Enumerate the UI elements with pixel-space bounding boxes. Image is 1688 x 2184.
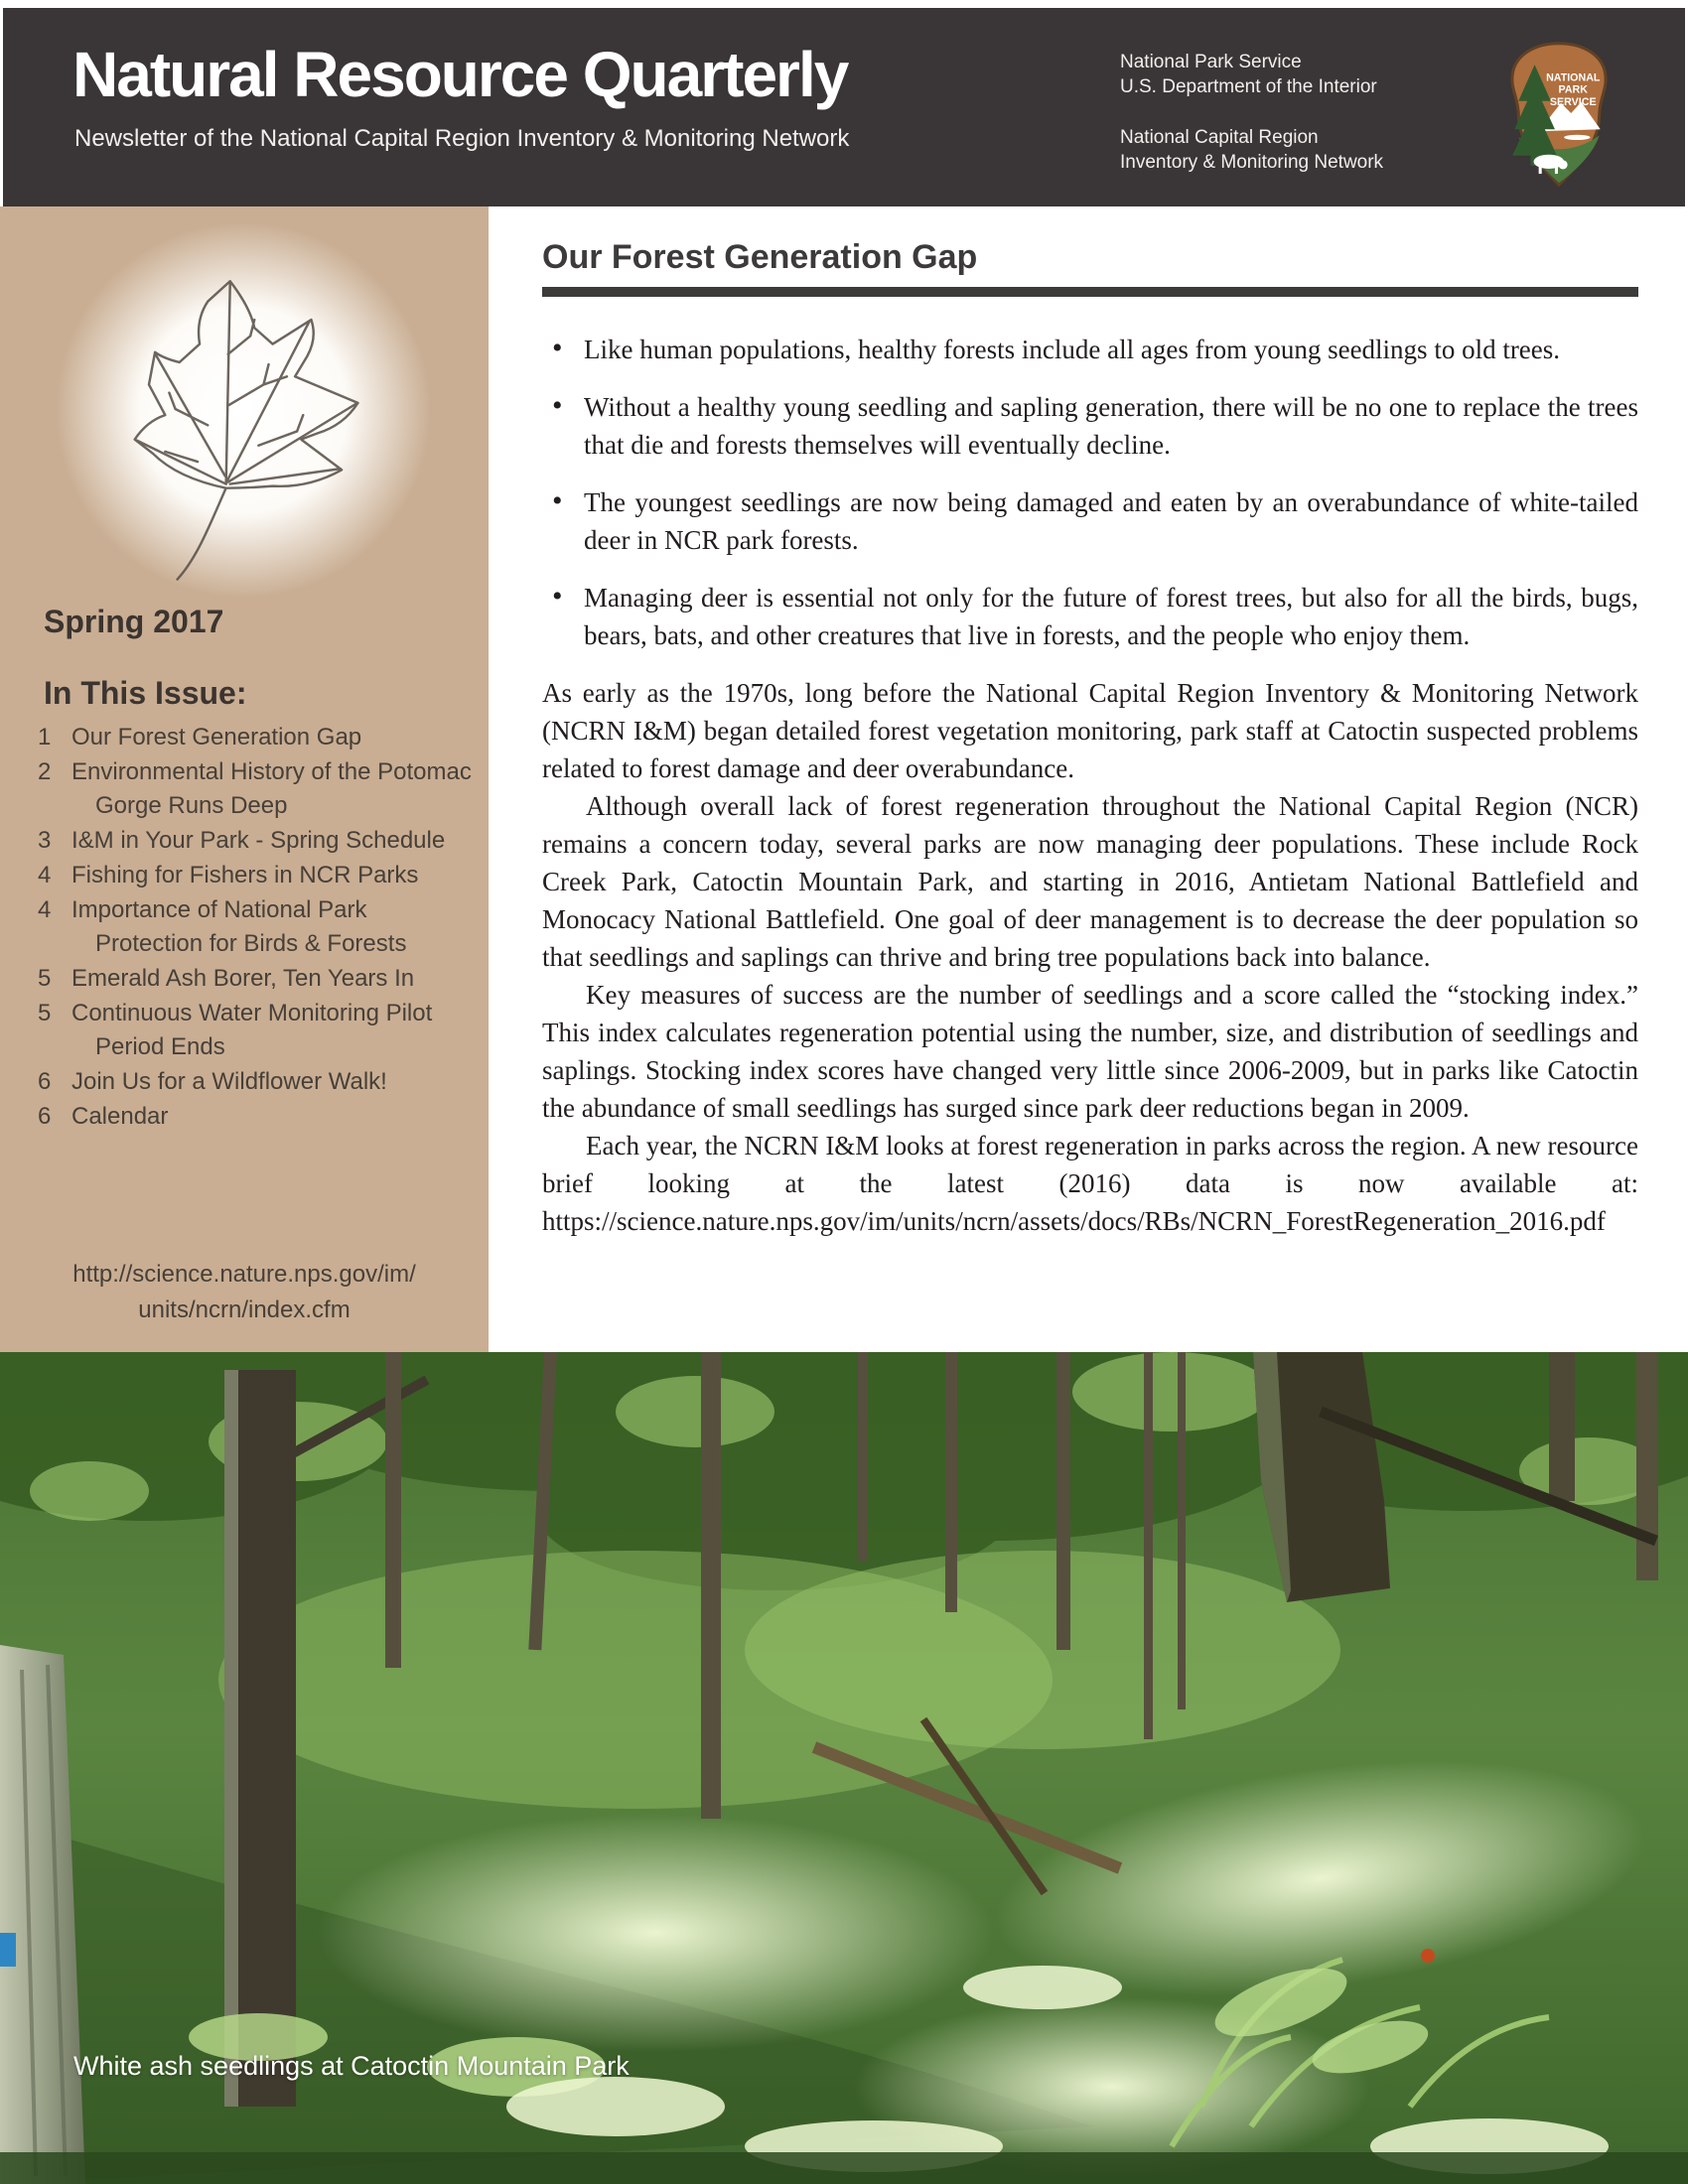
toc-title: I&M in Your Park - Spring Schedule: [71, 827, 446, 854]
logo-text-line2: PARK: [1558, 83, 1588, 96]
network-website-url[interactable]: [0, 1257, 489, 1328]
sidebar: [0, 206, 489, 1352]
toc-page-number: 4: [38, 862, 52, 888]
toc-title: Environmental History of the Potomac Gorge Runs Deep: [71, 758, 472, 819]
website-url-line2[interactable]: units/ncrn/index.cfm: [138, 1297, 351, 1323]
toc-page-number: 3: [38, 827, 52, 854]
article: [542, 238, 1638, 1240]
toc-item[interactable]: [0, 1100, 475, 1134]
toc-page-number: 5: [38, 965, 52, 992]
toc-title: Join Us for a Wildflower Walk!: [71, 1068, 387, 1095]
key-point: • Managing deer is essential not only for the future of forest trees, but also for all the birds, bugs, bears, bats, and other creatures that live in forests, and the people who enjoy them.: [542, 579, 1638, 654]
toc-item[interactable]: [0, 824, 475, 858]
toc-item[interactable]: [0, 997, 475, 1064]
newsletter-subtitle: Newsletter of the National Capital Region Inventory & Monitoring Network: [74, 125, 850, 152]
toc-title: Importance of National Park Protection for Birds & Forests: [71, 896, 407, 957]
toc-page-number: 5: [38, 1000, 52, 1026]
toc-item[interactable]: [0, 962, 475, 996]
toc-title: Our Forest Generation Gap: [71, 724, 362, 751]
article-paragraph: Although overall lack of forest regeneration throughout the National Capital Region (NCR) remains a concern today, several parks are now managing deer populations. These include Rock Creek Park, Catoctin Mountain Park, and starting in 2016, Antietam National Battlefield and Monocacy National Battlefield. One goal of deer management is to decrease the deer population so that seedlings and saplings can thrive and bring tree populations back into balance.: [542, 791, 1638, 972]
agency-line-1: National Park Service: [1120, 52, 1302, 72]
heading-rule: [542, 287, 1638, 297]
toc-page-number: 6: [38, 1068, 52, 1095]
toc-title: Fishing for Fishers in NCR Parks: [71, 862, 419, 888]
key-point: • The youngest seedlings are now being damaged and eaten by an overabundance of white-tailed deer in NCR park forests.: [542, 483, 1638, 559]
toc-page-number: 4: [38, 896, 52, 923]
issue-date: Spring 2017: [44, 604, 224, 639]
table-of-contents: [0, 721, 475, 1135]
toc-title: Calendar: [71, 1103, 169, 1130]
network-line-1: National Capital Region: [1120, 127, 1319, 148]
network-line-2: Inventory & Monitoring Network: [1120, 152, 1384, 173]
toc-item[interactable]: [0, 721, 475, 754]
in-this-issue-heading: In This Issue:: [44, 675, 247, 711]
network-block: [1120, 125, 1383, 175]
forest-photo: [0, 1352, 1688, 2184]
leaf-illustration: [56, 222, 431, 598]
tulip-poplar-leaf-icon: [56, 222, 431, 598]
logo-text-line3: SERVICE: [1549, 95, 1597, 108]
nps-arrowhead-logo: [1502, 40, 1616, 189]
article-paragraph: Key measures of success are the number of seedlings and a score called the “stocking index.” This index calculates regeneration potential using the number, size, and distribution of seedlings and saplings. Stocking index scores have changed very little since 2006-2009, but in parks like Catoctin the abundance of small seedlings has surged since park deer reductions began in 2009.: [542, 980, 1638, 1123]
key-point: • Without a healthy young seedling and sapling generation, there will be no one to replace the trees that die and forests themselves will eventually decline.: [542, 388, 1638, 464]
toc-page-number: 6: [38, 1103, 52, 1130]
toc-page-number: 1: [38, 724, 52, 751]
website-url-line1[interactable]: http://science.nature.nps.gov/im/: [72, 1261, 416, 1288]
article-paragraph: Each year, the NCRN I&M looks at forest regeneration in parks across the region. A new resource brief looking at the latest (2016) data is now available at: https://science.nature.nps.gov/im/units/ncrn/assets/docs/RBs/NCRN_ForestRegeneration_2016.pdf: [542, 1131, 1638, 1236]
toc-item[interactable]: [0, 1065, 475, 1099]
agency-line-2: U.S. Department of the Interior: [1120, 76, 1377, 97]
article-heading: Our Forest Generation Gap: [542, 238, 978, 276]
toc-item[interactable]: [0, 859, 475, 892]
key-point: • Like human populations, healthy forests include all ages from young seedlings to old trees.: [542, 331, 1638, 368]
photo-caption: White ash seedlings at Catoctin Mountain Park: [73, 2051, 630, 2081]
toc-title: Emerald Ash Borer, Ten Years In: [71, 965, 415, 992]
toc-title: Continuous Water Monitoring Pilot Period Ends: [71, 1000, 433, 1060]
newsletter-title: Natural Resource Quarterly: [72, 39, 848, 110]
toc-page-number: 2: [38, 758, 52, 785]
trail-blaze-mark: [0, 1933, 16, 1967]
toc-item[interactable]: [0, 893, 475, 961]
article-paragraph: As early as the 1970s, long before the National Capital Region Inventory & Monitoring Network (NCRN I&M) began detailed forest vegetation monitoring, park staff at Catoctin suspected problems related to forest damage and deer overabundance.: [542, 678, 1638, 783]
key-points-list: [542, 331, 1638, 654]
agency-block: [1120, 50, 1377, 99]
logo-text-line1: NATIONAL: [1546, 71, 1601, 84]
masthead: [3, 8, 1685, 206]
toc-item[interactable]: [0, 755, 475, 823]
